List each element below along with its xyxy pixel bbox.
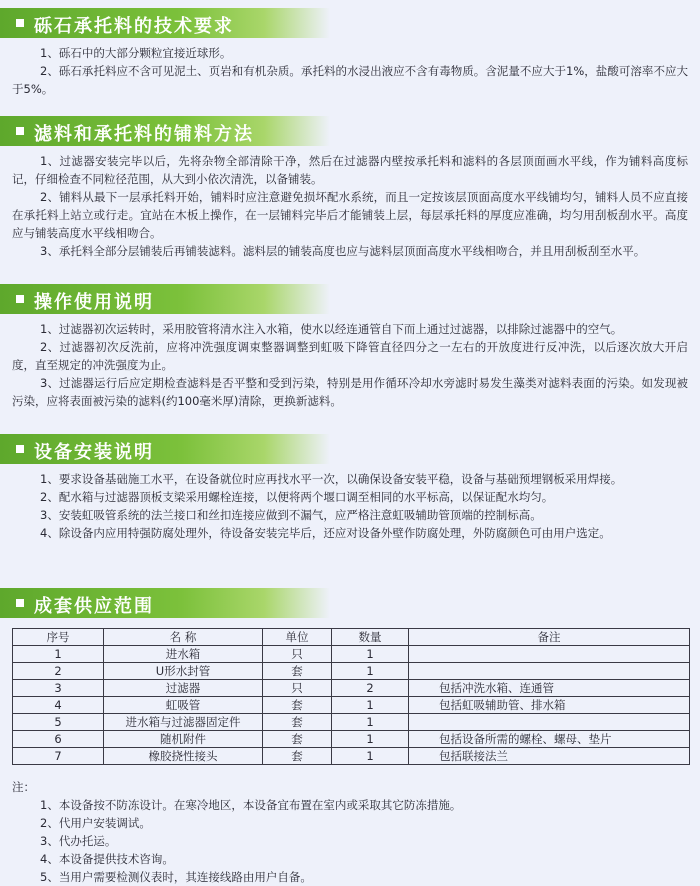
- cell-quantity: 1: [332, 731, 409, 748]
- supply-table: [12, 628, 690, 765]
- cell-name: 进水箱: [104, 646, 263, 663]
- cell-unit: 只: [263, 680, 332, 697]
- paragraph: 3、过滤器运行后应定期检查滤料是否平整和受到污染，特别是用作循环冷却水旁滤时易发生藻类对滤料表面的污染。如发现被污染，应将表面被污染的滤料(约100毫米厚)清除，更换新滤料。: [12, 376, 688, 408]
- cell-unit: 套: [263, 748, 332, 765]
- cell-unit: 套: [263, 731, 332, 748]
- cell-name: 随机附件: [104, 731, 263, 748]
- cell-quantity: 1: [332, 697, 409, 714]
- section-banner: [0, 8, 330, 38]
- paragraph: 2、配水箱与过滤器顶板支梁采用螺栓连接，以便将两个堰口调至相同的水平标高，以保证配水均匀。: [40, 490, 554, 504]
- column-header-note: 备注: [409, 629, 690, 646]
- note-item: 3、代办托运。: [40, 834, 117, 848]
- cell-quantity: 1: [332, 714, 409, 731]
- notes-label: 注：: [12, 780, 35, 794]
- cell-unit: 只: [263, 646, 332, 663]
- notes-block: [12, 778, 692, 886]
- cell-number: 4: [13, 697, 104, 714]
- cell-number: 3: [13, 680, 104, 697]
- cell-number: 5: [13, 714, 104, 731]
- cell-quantity: 1: [332, 748, 409, 765]
- cell-note: [409, 714, 690, 731]
- cell-number: 2: [13, 663, 104, 680]
- cell-name: 虹吸管: [104, 697, 263, 714]
- section-supply-scope: [0, 588, 700, 618]
- section-banner: [0, 588, 330, 618]
- table-row: [13, 697, 690, 714]
- cell-number: 1: [13, 646, 104, 663]
- cell-note: 包括冲洗水箱、连通管: [409, 680, 690, 697]
- table-row: [13, 646, 690, 663]
- cell-unit: 套: [263, 714, 332, 731]
- section-title: 滤料和承托料的铺料方法: [34, 124, 254, 145]
- bullet-square-icon: [16, 295, 24, 303]
- cell-note: 包括虹吸辅助管、排水箱: [409, 697, 690, 714]
- cell-name: 橡胶挠性接头: [104, 748, 263, 765]
- cell-note: 包括设备所需的螺栓、螺母、垫片: [409, 731, 690, 748]
- cell-note: 包括联接法兰: [409, 748, 690, 765]
- paragraph: 2、铺料从最下一层承托料开始，铺料时应注意避免损坏配水系统，而且一定按该层顶面高度水平线铺均匀，铺料人员不应直接在承托料上站立或行走。宜站在木板上操作，在一层铺料完毕后才能铺装上层，每层承托料的厚度应准确，均匀用刮板刮水平。高度应与铺装高度水平线相吻合。: [12, 190, 688, 240]
- section-gravel-requirements: [0, 8, 700, 98]
- cell-quantity: 1: [332, 663, 409, 680]
- cell-number: 7: [13, 748, 104, 765]
- table-row: [13, 731, 690, 748]
- table-row: [13, 663, 690, 680]
- paragraph: 2、砾石承托料应不含可见泥土、页岩和有机杂质。承托料的水浸出液应不含有毒物质。含泥量不应大于1%，盐酸可溶率不应大于5%。: [12, 64, 688, 96]
- note-item: 2、代用户安装调试。: [40, 816, 151, 830]
- note-item: 5、当用户需要检测仪表时，其连接线路由用户自备。: [40, 870, 312, 884]
- section-title: 成套供应范围: [34, 596, 154, 617]
- bullet-square-icon: [16, 127, 24, 135]
- section-title: 设备安装说明: [34, 442, 154, 463]
- paragraph: 3、安装虹吸管系统的法兰接口和丝扣连接应做到不漏气，应严格注意虹吸辅助管顶端的控制标高。: [40, 508, 542, 522]
- column-header-name: 名 称: [104, 629, 263, 646]
- bullet-square-icon: [16, 19, 24, 27]
- section-banner: [0, 434, 330, 464]
- note-item: 4、本设备提供技术咨询。: [40, 852, 174, 866]
- section-laying-method: [0, 116, 700, 260]
- cell-note: [409, 663, 690, 680]
- cell-unit: 套: [263, 663, 332, 680]
- cell-quantity: 2: [332, 680, 409, 697]
- column-header-number: 序号: [13, 629, 104, 646]
- paragraph: 1、砾石中的大部分颗粒宜接近球形。: [40, 46, 232, 60]
- table-row: [13, 680, 690, 697]
- section-title: 砾石承托料的技术要求: [34, 16, 234, 37]
- bullet-square-icon: [16, 445, 24, 453]
- cell-quantity: 1: [332, 646, 409, 663]
- cell-name: 进水箱与过滤器固定件: [104, 714, 263, 731]
- column-header-unit: 单位: [263, 629, 332, 646]
- paragraph: 2、过滤器初次反洗前，应将冲洗强度调束整器调整到虹吸下降管直径四分之一左右的开放度进行反冲洗，以后逐次放大开启度，直至规定的冲洗强度为止。: [12, 340, 688, 372]
- table-row: [13, 748, 690, 765]
- paragraph: 4、除设备内应用特强防腐处理外，待设备安装完毕后，还应对设备外壁作防腐处理，外防腐颜色可由用户选定。: [40, 526, 611, 540]
- cell-number: 6: [13, 731, 104, 748]
- section-banner: [0, 284, 330, 314]
- cell-unit: 套: [263, 697, 332, 714]
- section-operation: [0, 284, 700, 410]
- cell-name: U形水封管: [104, 663, 263, 680]
- table-header-row: [13, 629, 690, 646]
- section-title: 操作使用说明: [34, 292, 154, 313]
- note-item: 1、本设备按不防冻设计。在寒冷地区，本设备宜布置在室内或采取其它防冻措施。: [40, 798, 462, 812]
- column-header-quantity: 数量: [332, 629, 409, 646]
- table-row: [13, 714, 690, 731]
- paragraph: 3、承托料全部分层铺装后再铺装滤料。滤料层的铺装高度也应与滤料层顶面高度水平线相吻合，并且用刮板刮至水平。: [40, 244, 646, 258]
- section-installation: [0, 434, 700, 542]
- paragraph: 1、要求设备基础施工水平，在设备就位时应再找水平一次，以确保设备安装平稳，设备与基础预埋钢板采用焊接。: [40, 472, 623, 486]
- paragraph: 1、过滤器初次运转时，采用胶管将清水注入水箱，使水以经连通管自下而上通过过滤器，以排除过滤器中的空气。: [40, 322, 623, 336]
- bullet-square-icon: [16, 599, 24, 607]
- paragraph: 1、过滤器安装完毕以后，先将杂物全部清除干净，然后在过滤器内壁按承托料和滤料的各层顶面画水平线，作为铺料高度标记，仔细检查不同粒径范围，从大到小依次清洗，以备铺装。: [12, 154, 688, 186]
- cell-name: 过滤器: [104, 680, 263, 697]
- section-banner: [0, 116, 330, 146]
- cell-note: [409, 646, 690, 663]
